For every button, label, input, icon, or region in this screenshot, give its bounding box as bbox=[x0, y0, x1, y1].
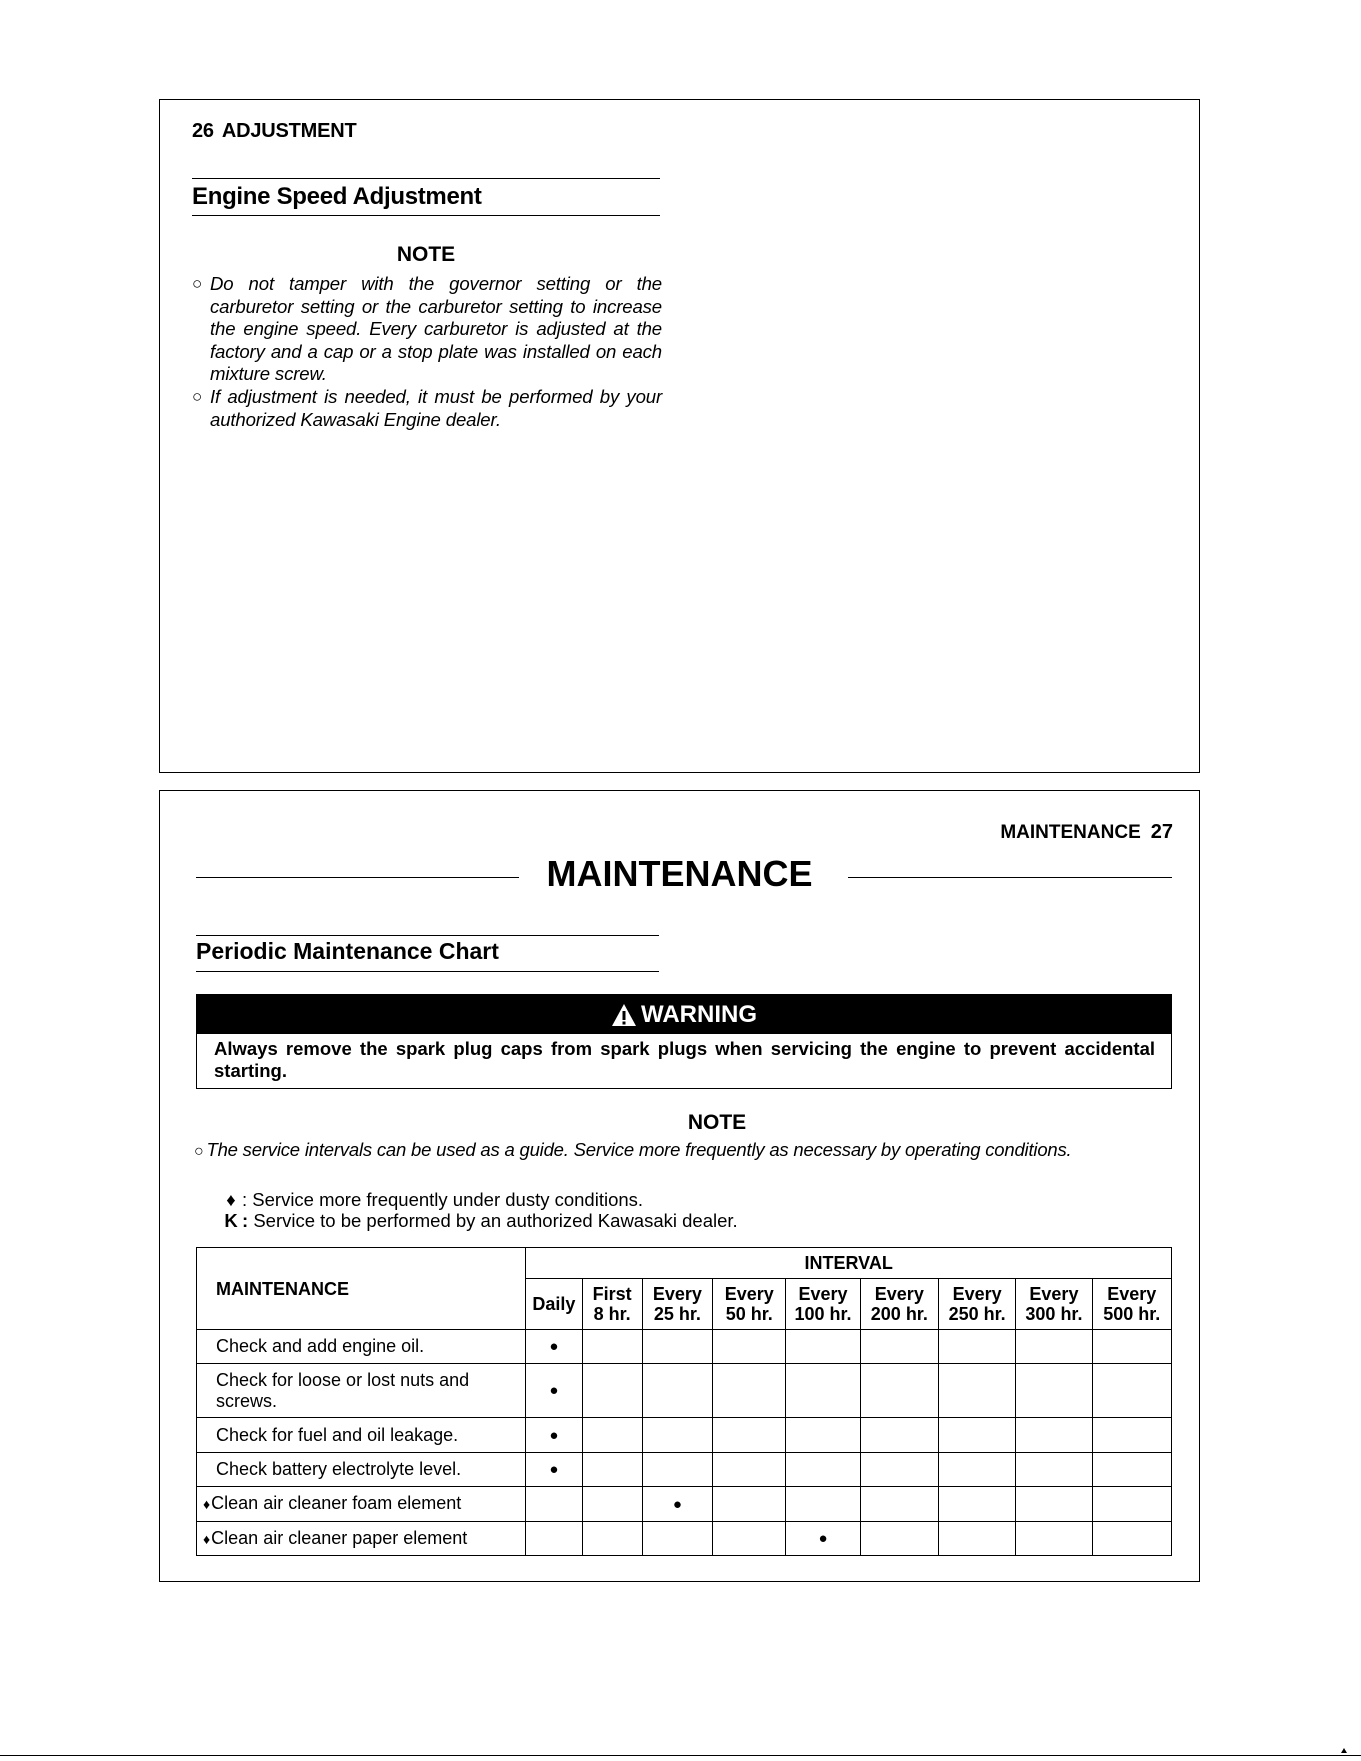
interval-cell bbox=[713, 1418, 786, 1453]
maintenance-item-text: Clean air cleaner paper element bbox=[211, 1527, 468, 1548]
subsection-title: Periodic Maintenance Chart bbox=[196, 938, 499, 964]
circle-bullet-icon: ○ bbox=[192, 386, 203, 406]
interval-cell bbox=[1092, 1453, 1171, 1487]
warning-triangle-icon bbox=[611, 1003, 637, 1027]
table-row bbox=[197, 1364, 1172, 1418]
interval-column-header bbox=[860, 1279, 938, 1330]
table-row bbox=[197, 1522, 1172, 1556]
bullet-dot-icon: ● bbox=[549, 1461, 559, 1478]
interval-cell bbox=[1016, 1418, 1092, 1453]
interval-cell bbox=[526, 1418, 582, 1453]
interval-cell bbox=[526, 1487, 582, 1522]
interval-column-line2: 25 hr. bbox=[653, 1304, 701, 1324]
section-rule-bottom bbox=[192, 215, 660, 216]
interval-cell bbox=[713, 1330, 786, 1364]
warning-text: Always remove the spark plug caps from spark plugs when servicing the engine to prevent accidental starting. bbox=[214, 1038, 1155, 1081]
interval-column-line1: Daily bbox=[532, 1294, 576, 1314]
interval-cell bbox=[713, 1522, 786, 1556]
interval-cell bbox=[786, 1487, 860, 1522]
footer-rule bbox=[0, 1755, 1361, 1756]
subsection-rule-top bbox=[196, 935, 659, 936]
legend-symbol-k: K bbox=[224, 1210, 238, 1231]
interval-cell bbox=[938, 1418, 1015, 1453]
note-item-text: Do not tamper with the governor setting or the carburetor setting or the carburetor setting to increase the engine speed. Every carburetor is adjusted at the factory and a cap or a stop plate was installed on each mixture screw. bbox=[210, 273, 662, 385]
interval-cell bbox=[1092, 1364, 1171, 1418]
note-list bbox=[192, 273, 662, 431]
page-26-panel bbox=[159, 99, 1200, 773]
note-title: NOTE bbox=[687, 1111, 747, 1134]
interval-cell bbox=[938, 1330, 1015, 1364]
interval-column-header bbox=[713, 1279, 786, 1330]
interval-cell bbox=[526, 1522, 582, 1556]
page-number: 26 bbox=[192, 120, 214, 142]
maintenance-table-body bbox=[197, 1330, 1172, 1556]
legend-item bbox=[220, 1189, 738, 1210]
maintenance-item bbox=[197, 1487, 526, 1522]
interval-cell bbox=[642, 1418, 712, 1453]
interval-column-line1: Every bbox=[724, 1284, 774, 1304]
table-row bbox=[197, 1453, 1172, 1487]
interval-cell bbox=[582, 1453, 642, 1487]
interval-cell bbox=[860, 1418, 938, 1453]
note-text: The service intervals can be used as a guide. Service more frequently as necessary by operating conditions. bbox=[206, 1139, 1072, 1160]
interval-column-line1: Every bbox=[798, 1284, 848, 1304]
interval-column-header bbox=[642, 1279, 712, 1330]
page-header bbox=[192, 120, 357, 143]
interval-cell bbox=[786, 1522, 860, 1556]
subsection-rule-bottom bbox=[196, 971, 659, 972]
interval-column-line2: 500 hr. bbox=[1103, 1304, 1161, 1324]
table-row bbox=[197, 1330, 1172, 1364]
interval-cell bbox=[1016, 1364, 1092, 1418]
legend-text: Service more frequently under dusty conditions. bbox=[252, 1189, 644, 1210]
interval-cell bbox=[526, 1453, 582, 1487]
interval-cell bbox=[860, 1453, 938, 1487]
bullet-dot-icon: ● bbox=[549, 1426, 559, 1444]
interval-column-line2: 200 hr. bbox=[870, 1304, 928, 1324]
corner-mark-icon bbox=[1341, 1748, 1347, 1753]
interval-cell bbox=[860, 1364, 938, 1418]
legend-separator: : bbox=[242, 1189, 248, 1210]
interval-cell bbox=[860, 1487, 938, 1522]
interval-cell bbox=[860, 1522, 938, 1556]
bullet-dot-icon: ● bbox=[549, 1382, 559, 1399]
interval-cell bbox=[938, 1522, 1015, 1556]
interval-cell bbox=[582, 1330, 642, 1364]
interval-cell bbox=[1092, 1330, 1171, 1364]
legend-separator: : bbox=[242, 1210, 249, 1231]
interval-cell bbox=[582, 1522, 642, 1556]
maintenance-item bbox=[197, 1522, 526, 1556]
interval-cell bbox=[713, 1487, 786, 1522]
interval-cell bbox=[1016, 1487, 1092, 1522]
circle-bullet-icon: ○ bbox=[192, 274, 203, 293]
interval-column-line2: 250 hr. bbox=[948, 1304, 1006, 1324]
legend-text: Service to be performed by an authorized Kawasaki dealer. bbox=[253, 1210, 738, 1231]
interval-column-header bbox=[938, 1279, 1015, 1330]
bullet-dot-icon: ● bbox=[549, 1338, 559, 1355]
maintenance-item bbox=[197, 1330, 526, 1364]
maintenance-item bbox=[197, 1453, 526, 1487]
bullet-dot-icon: ● bbox=[818, 1530, 828, 1547]
interval-cell bbox=[582, 1364, 642, 1418]
diamond-icon: ♦ bbox=[203, 1530, 211, 1547]
interval-column-header bbox=[582, 1279, 642, 1330]
interval-cell bbox=[642, 1453, 712, 1487]
maintenance-item bbox=[197, 1418, 526, 1453]
interval-cell bbox=[713, 1364, 786, 1418]
note-item-text: If adjustment is needed, it must be performed by your authorized Kawasaki Engine dealer. bbox=[210, 385, 662, 430]
interval-cell bbox=[786, 1330, 860, 1364]
interval-cell bbox=[1016, 1453, 1092, 1487]
interval-cell bbox=[938, 1453, 1015, 1487]
interval-column-line1: Every bbox=[1107, 1284, 1157, 1304]
page-section-label: ADJUSTMENT bbox=[221, 120, 357, 142]
circle-bullet-icon: ○ bbox=[194, 1143, 204, 1160]
maintenance-item-text: Check for loose or lost nuts and screws. bbox=[216, 1369, 470, 1411]
interval-cell bbox=[1016, 1522, 1092, 1556]
table-row bbox=[197, 1487, 1172, 1522]
interval-cell bbox=[1092, 1487, 1171, 1522]
diamond-icon: ♦ bbox=[203, 1496, 211, 1512]
note-line bbox=[194, 1139, 1072, 1161]
maintenance-item-text: Check for fuel and oil leakage. bbox=[216, 1424, 459, 1445]
interval-column-line2: 100 hr. bbox=[794, 1304, 852, 1324]
interval-cell bbox=[582, 1418, 642, 1453]
interval-cell bbox=[582, 1487, 642, 1522]
warning-box bbox=[196, 994, 1172, 1089]
page-number: 27 bbox=[1150, 821, 1173, 843]
interval-cell bbox=[786, 1453, 860, 1487]
chapter-rule-right bbox=[848, 877, 1172, 878]
maintenance-column-header: MAINTENANCE bbox=[197, 1248, 526, 1330]
maintenance-item bbox=[197, 1364, 526, 1418]
interval-column-line2: 8 hr. bbox=[593, 1304, 631, 1324]
interval-cell bbox=[1016, 1330, 1092, 1364]
section-rule-top bbox=[192, 178, 660, 179]
interval-cell bbox=[526, 1330, 582, 1364]
interval-cell bbox=[713, 1453, 786, 1487]
interval-cell bbox=[526, 1364, 582, 1418]
page-27-panel bbox=[159, 790, 1200, 1582]
diamond-icon: ♦ bbox=[226, 1189, 236, 1210]
maintenance-item-text: Check battery electrolyte level. bbox=[216, 1459, 462, 1479]
interval-cell bbox=[938, 1364, 1015, 1418]
section-title: Engine Speed Adjustment bbox=[192, 183, 482, 210]
interval-column-line2: 300 hr. bbox=[1025, 1304, 1083, 1324]
chapter-title: MAINTENANCE bbox=[546, 853, 813, 894]
bullet-dot-icon: ● bbox=[672, 1495, 682, 1513]
interval-cell bbox=[642, 1522, 712, 1556]
interval-cell bbox=[1092, 1522, 1171, 1556]
warning-header bbox=[197, 995, 1171, 1034]
interval-column-line1: Every bbox=[1029, 1284, 1079, 1304]
page-section-label: MAINTENANCE bbox=[1000, 822, 1141, 843]
legend bbox=[220, 1189, 738, 1231]
interval-cell bbox=[1092, 1418, 1171, 1453]
interval-column-header bbox=[526, 1279, 582, 1330]
note-item bbox=[192, 386, 662, 431]
interval-column-line1: Every bbox=[874, 1284, 924, 1304]
interval-cell bbox=[642, 1487, 712, 1522]
interval-cell bbox=[860, 1330, 938, 1364]
table-row bbox=[197, 1418, 1172, 1453]
interval-cell bbox=[938, 1487, 1015, 1522]
interval-column-line1: First bbox=[592, 1284, 632, 1304]
interval-column-line1: Every bbox=[952, 1284, 1002, 1304]
warning-title: WARNING bbox=[641, 1000, 757, 1028]
interval-cell bbox=[786, 1364, 860, 1418]
interval-cell bbox=[642, 1364, 712, 1418]
page-header bbox=[1000, 821, 1173, 844]
legend-item bbox=[220, 1210, 738, 1231]
interval-header: INTERVAL bbox=[526, 1248, 1172, 1279]
interval-column-header bbox=[1016, 1279, 1092, 1330]
maintenance-item-text: Clean air cleaner foam element bbox=[211, 1493, 462, 1513]
interval-column-header bbox=[1092, 1279, 1171, 1330]
interval-column-line2: 50 hr. bbox=[725, 1304, 773, 1324]
note-item bbox=[192, 273, 662, 386]
interval-cell bbox=[642, 1330, 712, 1364]
interval-column-line1: Every bbox=[652, 1284, 702, 1304]
maintenance-item-text: Check and add engine oil. bbox=[216, 1336, 425, 1356]
interval-column-header bbox=[786, 1279, 860, 1330]
note-title: NOTE bbox=[396, 243, 456, 266]
interval-cell bbox=[786, 1418, 860, 1453]
maintenance-table bbox=[196, 1247, 1172, 1556]
